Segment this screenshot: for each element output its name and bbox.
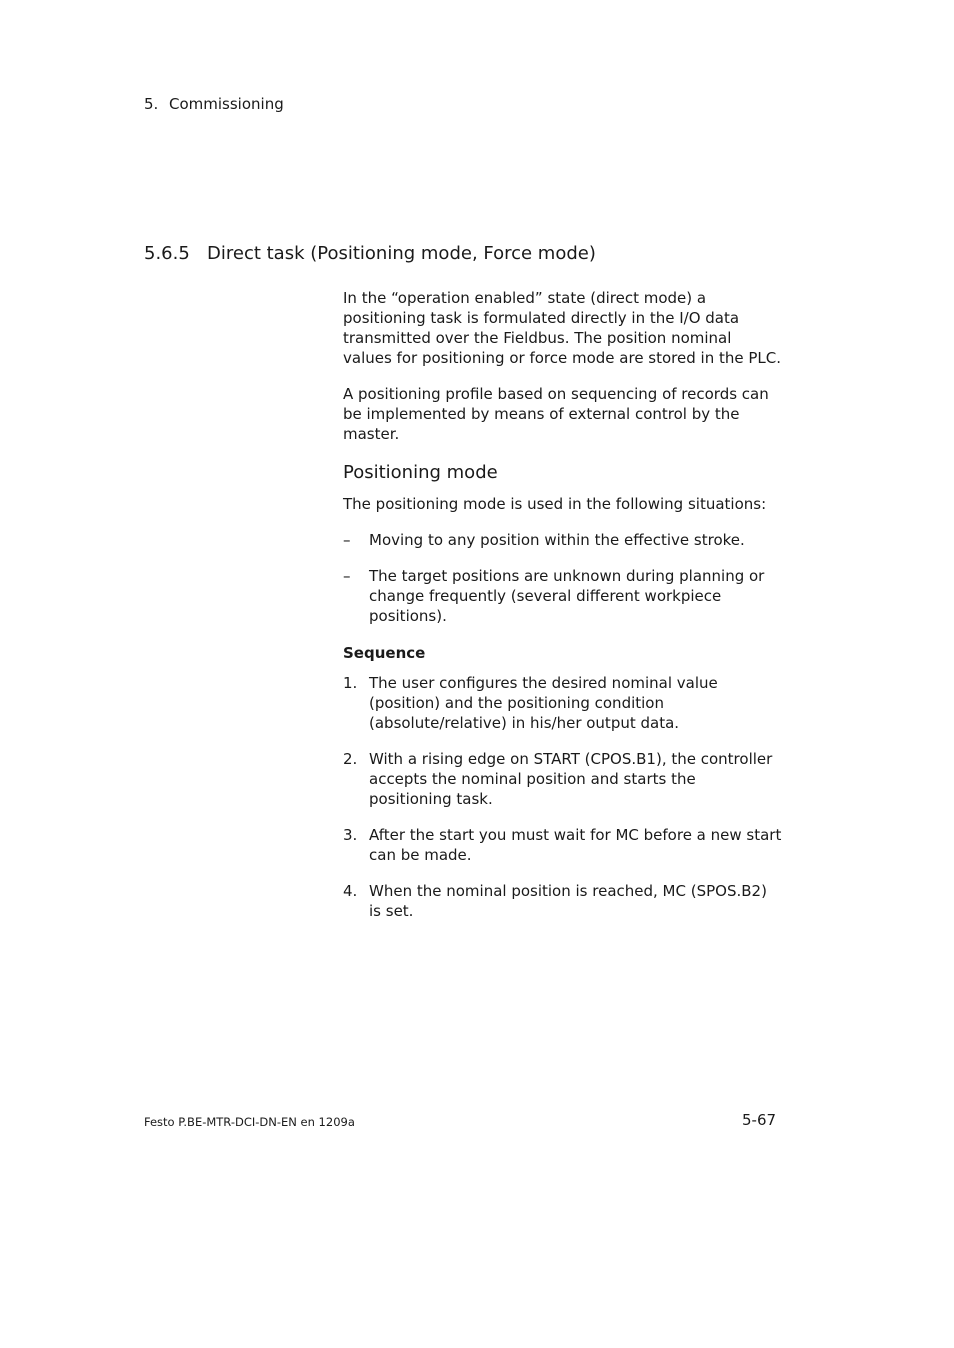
paragraph-text: A positioning profile based on sequencing of records can be implemented by means of external control by the master. bbox=[343, 385, 769, 443]
list-item bbox=[343, 881, 783, 921]
section-number: 5.6.5 bbox=[144, 243, 190, 264]
intro-paragraph-1 bbox=[343, 288, 783, 368]
chapter-title: Commissioning bbox=[169, 95, 284, 113]
list-item-text: The target positions are unknown during planning or change frequently (several different workpiece positions). bbox=[369, 567, 765, 625]
list-item bbox=[343, 530, 783, 550]
step-number: 3. bbox=[343, 826, 358, 844]
section-heading bbox=[144, 243, 596, 264]
list-item bbox=[343, 825, 783, 865]
page-number: 5-67 bbox=[742, 1111, 777, 1129]
footer-doc-id: Festo P.BE-MTR-DCI-DN-EN en 1209a bbox=[144, 1115, 355, 1129]
positioning-mode-heading: Positioning mode bbox=[343, 462, 498, 483]
list-item-text: When the nominal position is reached, MC (SPOS.B2) is set. bbox=[369, 882, 767, 920]
list-item-text: After the start you must wait for MC before a new start can be made. bbox=[369, 826, 782, 864]
bullet-dash: – bbox=[343, 531, 351, 549]
section-title: Direct task (Positioning mode, Force mode) bbox=[207, 243, 596, 264]
list-item-text: With a rising edge on START (CPOS.B1), the controller accepts the nominal position and starts the positioning task. bbox=[369, 750, 773, 808]
sequence-heading: Sequence bbox=[343, 644, 426, 662]
intro-paragraph-2 bbox=[343, 384, 783, 444]
chapter-number: 5. bbox=[144, 95, 159, 113]
step-number: 4. bbox=[343, 882, 358, 900]
list-item bbox=[343, 673, 783, 733]
list-item-text: Moving to any position within the effective stroke. bbox=[369, 531, 745, 549]
list-item-text: The user configures the desired nominal value (position) and the positioning condition (absolute/relative) in his/her output data. bbox=[369, 674, 718, 732]
list-item bbox=[343, 566, 783, 626]
positioning-mode-lead: The positioning mode is used in the following situations: bbox=[343, 495, 767, 513]
step-number: 1. bbox=[343, 674, 358, 692]
list-item bbox=[343, 749, 783, 809]
step-number: 2. bbox=[343, 750, 358, 768]
bullet-dash: – bbox=[343, 567, 351, 585]
running-header bbox=[144, 95, 284, 113]
paragraph-text: In the “operation enabled” state (direct mode) a positioning task is formulated directly in the I/O data transmitted over the Fieldbus. The position nominal values for positioning or force mode are stored in the PLC. bbox=[343, 289, 782, 367]
